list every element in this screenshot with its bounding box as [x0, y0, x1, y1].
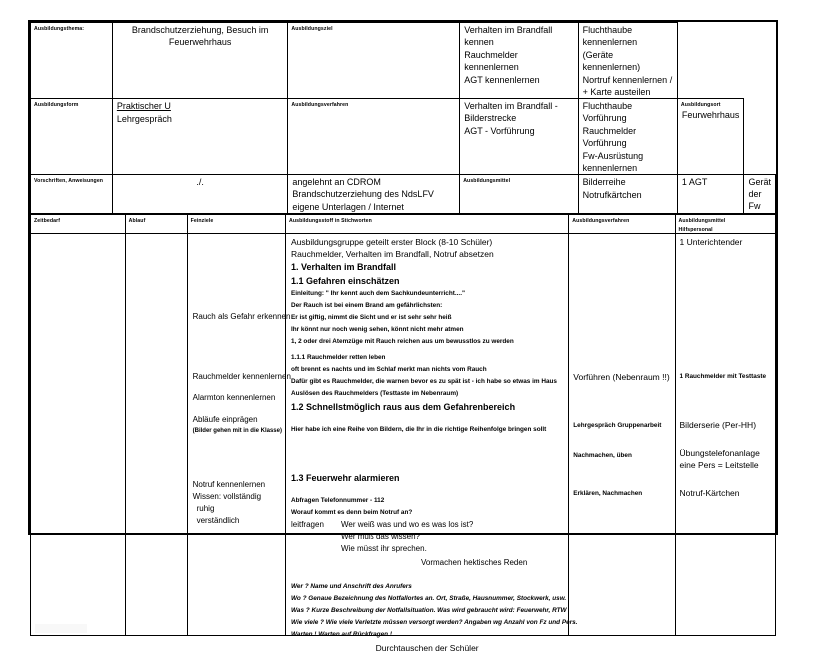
mittel-line-1: Bilderreihe [582, 177, 626, 187]
feinziele-label: Feinziele [190, 218, 214, 224]
feinziele-cell [187, 234, 291, 636]
stoff-line: Wie müsst ihr sprechen. [340, 544, 427, 553]
stoff-line: Ausbildungsgruppe geteilt erster Block (8-10 Schüler) [290, 237, 493, 247]
cell-thema-label [31, 23, 113, 99]
mittel-entry: 1 Unterichtender [679, 237, 743, 247]
verfahren-entry: Lehrgespräch Gruppenarbeit [573, 422, 662, 429]
ziel2-line-3: Nortruf kennenlernen / + Karte austeilen [582, 75, 673, 97]
form-line-1: Praktischer U [116, 101, 171, 111]
col-header-zeitbedarf [31, 215, 126, 234]
column-header-row [31, 215, 776, 234]
mittel-label: Ausbildungsmittel [463, 178, 511, 184]
cell-verfahren-label [288, 99, 460, 175]
stoff-line: oft brennt es nachts und im Schlaf merkt man nichts vom Rauch [290, 366, 487, 373]
stoff-line: Hier habe ich eine Reihe von Bildern, die Ihr in die richtige Reihenfolge bringen sollt [290, 426, 547, 433]
form-line-2: Lehrgespräch [116, 114, 172, 124]
mittel-entry: eine Pers = Leitstelle [679, 460, 759, 470]
vorschriften-label: Vorschriften, Anweisungen [34, 178, 104, 184]
stoff-line: Wo ? Genaue Bezeichnung des Notfallortes an. Ort, Straße, Hausnummer, Stockwerk, usw. [290, 595, 567, 602]
col-header-feinziele [187, 215, 285, 234]
stoff-label: Ausbildungsstoff in Stichworten [288, 218, 372, 224]
stoff-line: Er ist giftig, nimmt die Sicht und er ist sehr sehr heiß [290, 314, 452, 321]
stoff-cell [285, 234, 578, 653]
stoff-line: 1.1 Gefahren einschätzen [290, 276, 400, 286]
feinziel-entry: Notruf kennenlernen [192, 480, 266, 489]
mittel-entry: 1 Rauchmelder mit Testtaste [679, 373, 767, 380]
thema-value: Brandschutzerziehung, Besuch im Feuerwehrhaus [131, 25, 269, 47]
stoff-line: Wer muß das wissen? [340, 532, 420, 541]
cell-mittel-label [460, 175, 578, 214]
cell-vorschriften-value [112, 175, 287, 214]
mittel-agt: 1 AGT [681, 177, 708, 187]
cell-vorschriften-label [31, 175, 113, 214]
zeitbedarf-cell [31, 234, 126, 636]
scan-artifact [35, 624, 87, 633]
mittel-entry: Notruf-Kärtchen [679, 488, 740, 498]
stoff-line: Ihr könnt nur noch wenig sehen, könnt nicht mehr atmen [290, 326, 464, 333]
stoff-line: Wer ? Name und Anschrift des Anrufers [290, 583, 412, 590]
verfahren-entry: Nachmachen, üben [573, 452, 632, 459]
stoff-line: Worauf kommt es denn beim Notruf an? [290, 509, 413, 516]
verfahren2-line-1: Fluchthaube Vorführung [582, 101, 633, 123]
body-content-row [31, 234, 776, 636]
cell-ziel-label [288, 23, 460, 99]
zeitbedarf-label: Zeitbedarf [34, 218, 61, 224]
cell-mittel-agt [677, 175, 744, 214]
feinziel-entry: ruhig [196, 504, 215, 513]
body-table [30, 214, 776, 653]
stoff-line: leitfragen [290, 520, 324, 529]
vorschriften-value: ./. [196, 177, 204, 187]
stoff-line: Einleitung: " Ihr kennt auch dem Sachkundeunterricht...." [290, 290, 465, 297]
ziel2-line-1: Fluchthaube kennenlernen [582, 25, 638, 47]
verfahren-label: Ausbildungsverfahren [291, 102, 349, 108]
mittel-cell [675, 234, 775, 636]
cell-ziel-values-2 [578, 23, 677, 99]
ziel-line-1: Verhalten im Brandfall kennen [464, 25, 553, 47]
stoff-line: Auslösen des Rauchmelders (Testtaste im Nebenraum) [290, 390, 459, 397]
stoff-line: Was ? Kurze Beschreibung der Notfallsituation. Was wird gebraucht wird: Feuerwehr, RTW [290, 607, 567, 614]
ort-label: Ausbildungsort [680, 102, 721, 108]
feinziel-entry: Alarmton kennenlernen [192, 393, 276, 402]
ablauf-cell [125, 234, 187, 636]
col-header-mittel [675, 215, 775, 234]
stoff-line: Der Rauch ist bei einem Brand am gefährlichsten: [290, 302, 443, 309]
stoff-line: Dafür gibt es Rauchmelder, die warnen bevor es zu spät ist - ich habe so etwas im Haus [290, 378, 557, 385]
col-mittel-label: Ausbildungsmittel [678, 218, 726, 224]
cell-verfahren-values [460, 99, 578, 175]
verfahren2-line-2: Rauchmelder Vorführung [582, 126, 637, 148]
header-row-vorschriften [31, 175, 776, 214]
ziel-line-2: Rauchmelder kennenlernen [464, 50, 519, 72]
cell-form-label [31, 99, 113, 175]
verfahren-line-1: Verhalten im Brandfall - Bilderstrecke [464, 101, 558, 123]
stoff-line: 1. Verhalten im Brandfall [290, 262, 397, 272]
stoff-line: Abfragen Telefonnummer - 112 [290, 497, 385, 504]
cell-vorschriften-text [288, 175, 460, 214]
cell-ort [677, 99, 744, 175]
stoff-line: Wer weiß was und wo es was los ist? [340, 520, 474, 529]
ablauf-label: Ablauf [128, 218, 146, 224]
stoff-line: Vormachen hektisches Reden [420, 558, 528, 567]
vorschriften-line-1: angelehnt an CDROM Brandschutzerziehung des NdsLFV [292, 177, 434, 199]
verfahren-entry: Vorführen (Nebenraum !!) [573, 372, 670, 382]
stoff-line: Rauchmelder, Verhalten im Brandfall, Notruf absetzen [290, 249, 494, 259]
stoff-line: 1.1.1 Rauchmelder retten leben [290, 354, 386, 361]
col-header-stoff [285, 215, 568, 234]
col-hilfspersonal-label: Hilfspersonal [678, 227, 713, 233]
mittel-geraet: Gerät der Fw [748, 177, 771, 211]
header-block [30, 22, 776, 214]
feinziel-entry: Abläufe einprägen [192, 415, 258, 424]
thema-label: Ausbildungsthema: [34, 26, 85, 32]
feinziel-entry: (Bilder gehen mit in die Klasse) [192, 428, 282, 434]
stoff-line: Durchtauschen der Schüler [375, 643, 479, 653]
col-verfahren-label: Ausbildungsverfahren [572, 218, 630, 224]
ziel2-line-2: (Geräte kennenlernen) [582, 50, 641, 72]
verfahren-cell [569, 234, 675, 636]
ziel-label: Ausbildungsziel [291, 26, 333, 32]
mittel-line-2: Notrufkärtchen [582, 190, 642, 200]
cell-mittel-geraet [744, 175, 776, 214]
vorschriften-line-2: eigene Unterlagen / Internet [292, 202, 404, 212]
feinziel-entry: Rauch als Gefahr erkennen [192, 312, 291, 321]
ort-value: Feurwehrhaus [681, 110, 740, 120]
cell-verfahren-values-2 [578, 99, 677, 175]
stoff-line: Wie viele ? Wie viele Verletzte müssen versorgt werden? Angaben wg Anzahl von Fz und Pers. [290, 619, 578, 626]
feinziel-entry: verständlich [196, 516, 240, 525]
col-header-verfahren [569, 215, 675, 234]
cell-mittel-values [578, 175, 677, 214]
header-row-theme [31, 23, 776, 99]
verfahren-entry: Erklären, Nachmachen [573, 490, 643, 497]
mittel-entry: Bilderserie (Per-HH) [679, 420, 757, 430]
stoff-line: Warten ! Warten auf Rückfragen ! [290, 631, 392, 638]
cell-ziel-values [460, 23, 578, 99]
stoff-line: 1.3 Feuerwehr alarmieren [290, 473, 400, 483]
verfahren2-line-3: Fw-Ausrüstung kennenlernen [582, 151, 644, 173]
lesson-plan-document [28, 20, 778, 653]
col-header-ablauf [125, 215, 187, 234]
cell-thema-value [112, 23, 287, 99]
feinziel-entry: Wissen: vollständig [192, 492, 262, 501]
ziel-line-3: AGT kennenlernen [464, 75, 540, 85]
header-row-form [31, 99, 776, 175]
verfahren-line-2: AGT - Vorführung [464, 126, 535, 136]
feinziel-entry: Rauchmelder kennenlernen [192, 372, 291, 381]
cell-form-values [112, 99, 287, 175]
mittel-entry: Übungstelefonanlage [679, 448, 760, 458]
stoff-line: 1, 2 oder drei Atemzüge mit Rauch reichen aus um bewusstlos zu werden [290, 338, 514, 345]
stoff-line: 1.2 Schnellstmöglich raus aus dem Gefahrenbereich [290, 402, 516, 412]
form-label: Ausbildungsform [34, 102, 79, 108]
